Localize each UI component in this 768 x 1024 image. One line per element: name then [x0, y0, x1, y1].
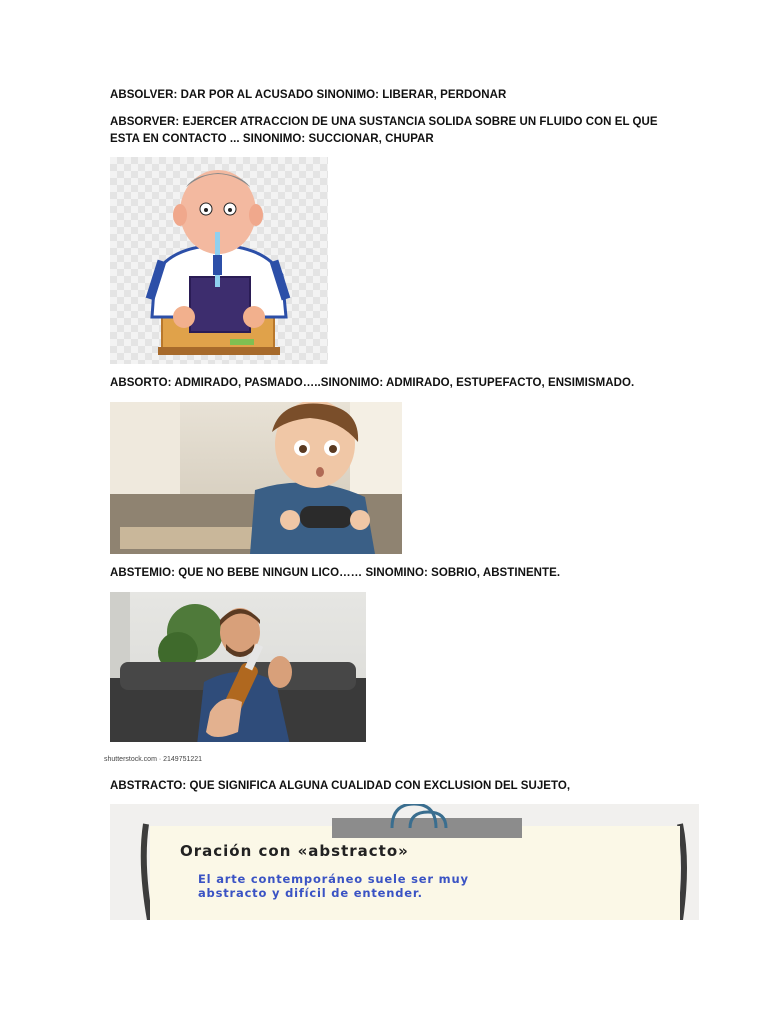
photo-watermark: shutterstock.com · 2149751221	[104, 756, 203, 763]
card-example-line2: abstracto y difícil de entender.	[198, 886, 423, 900]
entry-absorto: ABSORTO: ADMIRADO, PASMADO…..SINONIMO: ADMIRADO, ESTUPEFACTO, ENSIMISMADO.	[110, 377, 635, 389]
entry-absorver-line2: ESTA EN CONTACTO ... SINONIMO: SUCCIONAR, CHUPAR	[110, 133, 434, 145]
card-title: Oración con «abstracto»	[180, 842, 409, 860]
boy-gamer-image	[110, 402, 402, 554]
entry-absorver-line1: ABSORVER: EJERCER ATRACCION DE UNA SUSTANCIA SOLIDA SOBRE UN FLUIDO CON EL QUE	[110, 116, 658, 128]
entry-abstemio: ABSTEMIO: QUE NO BEBE NINGUN LICO…… SINOMINO: SOBRIO, ABSTINENTE.	[110, 567, 561, 579]
abstracto-sentence-card	[110, 804, 699, 920]
entry-abstracto: ABSTRACTO: QUE SIGNIFICA ALGUNA CUALIDAD CON EXCLUSION DEL SUJETO,	[110, 780, 571, 792]
card-example-line1: El arte contemporáneo suele ser muy	[198, 872, 469, 886]
man-refusing-beer-image	[110, 592, 366, 754]
entry-absolver: ABSOLVER: DAR POR AL ACUSADO SINONIMO: LIBERAR, PERDONAR	[110, 89, 507, 101]
cartoon-absorber-image	[110, 157, 328, 364]
